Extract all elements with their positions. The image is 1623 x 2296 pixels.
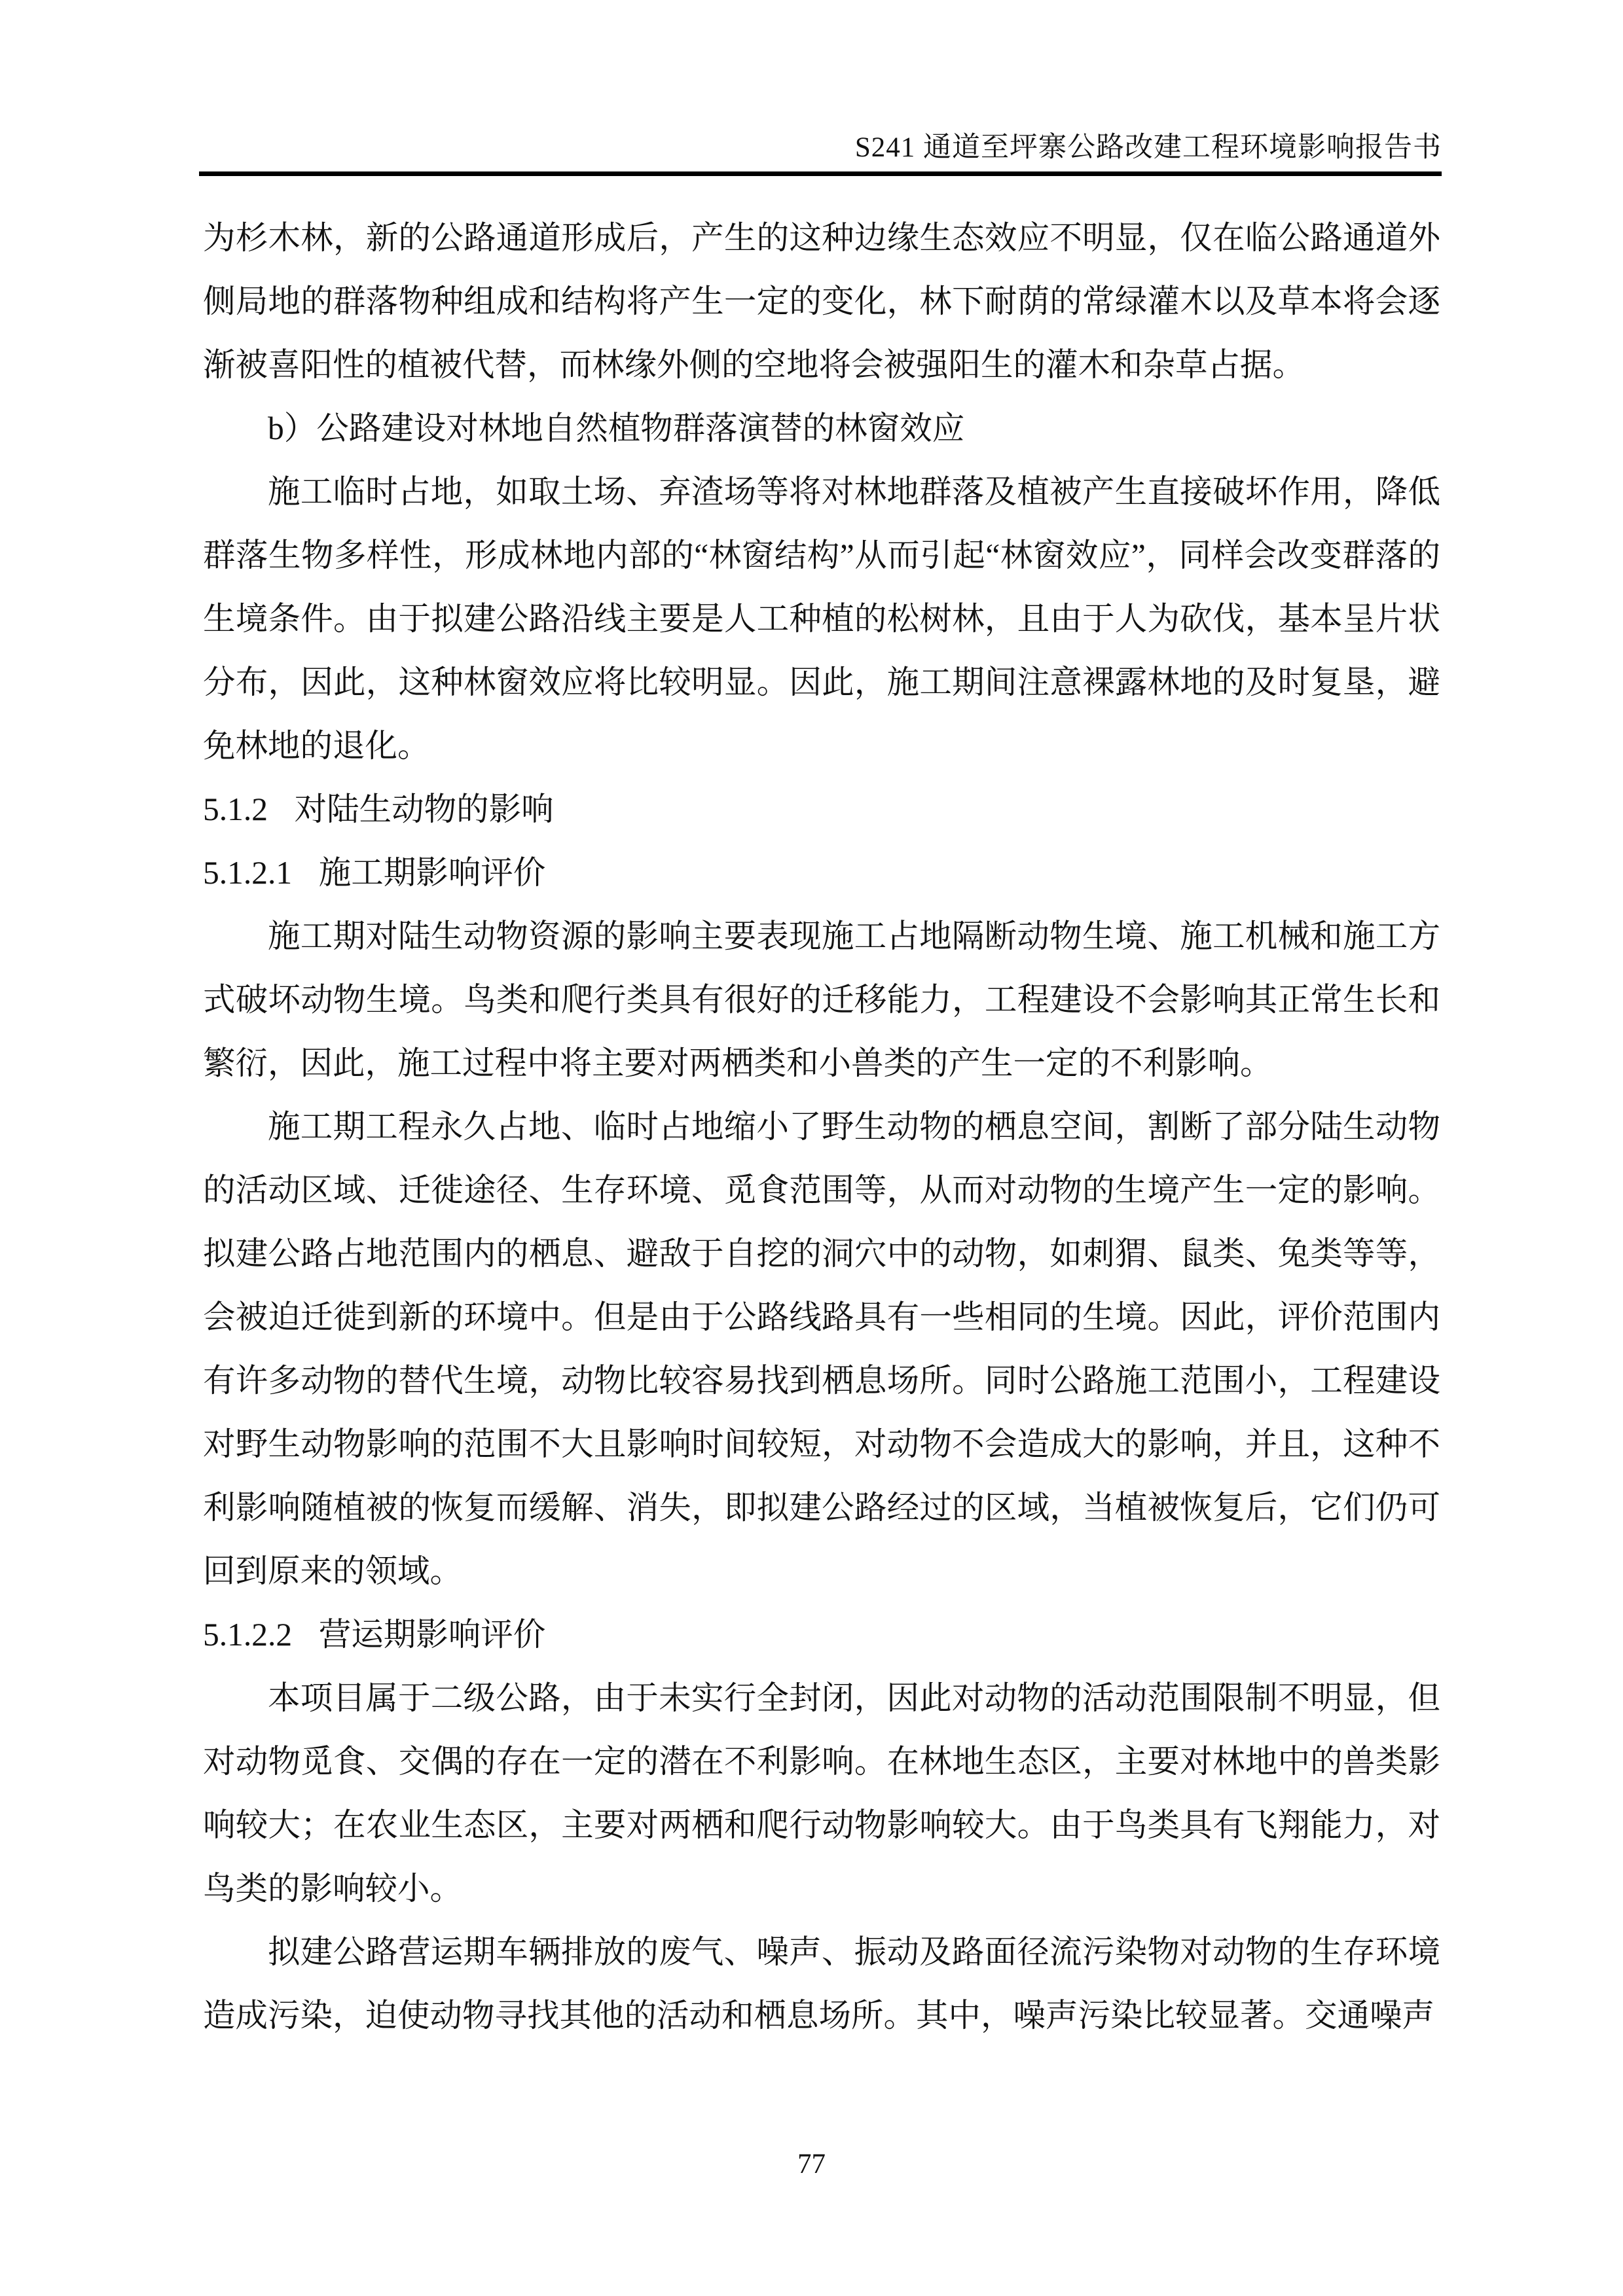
body-paragraph: 施工期对陆生动物资源的影响主要表现施工占地隔断动物生境、施工机械和施工方式破坏动物生境。鸟类和爬行类具有很好的迁移能力，工程建设不会影响其正常生长和繁衍，因此，施工过程中将主要对两栖类和小兽类的产生一定的不利影响。: [203, 918, 1440, 1081]
header-rule: [199, 171, 1442, 176]
section-heading: [203, 778, 1440, 841]
body-paragraph: 施工期工程永久占地、临时占地缩小了野生动物的栖息空间，割断了部分陆生动物的活动区域、迁徙途径、生存环境、觅食范围等，从而对动物的生境产生一定的影响。拟建公路占地范围内的栖息、避敌于自挖的洞穴中的动物，如刺猬、鼠类、兔类等等，会被迫迁徙到新的环境中。但是由于公路线路具有一些相同的生境。因此，评价范围内有许多动物的替代生境，动物比较容易找到栖息场所。同时公路施工范围小，工程建设对野生动物影响的范围不大且影响时间较短，对动物不会造成大的影响，并且，这种不利影响随植被的恢复而缓解、消失，即拟建公路经过的区域，当植被恢复后，它们仍可回到原来的领域。: [203, 1109, 1440, 1589]
section-title: 营运期影响评价: [318, 1617, 546, 1653]
body-paragraph: 施工临时占地，如取土场、弃渣场等将对林地群落及植被产生直接破坏作用，降低群落生物多样性，形成林地内部的“林窗结构”从而引起“林窗效应”，同样会改变群落的生境条件。由于拟建公路沿线主要是人工种植的松树林，且由于人为砍伐，基本呈片状分布，因此，这种林窗效应将比较明显。因此，施工期间注意裸露林地的及时复垦，避免林地的退化。: [203, 474, 1440, 764]
header-title: S241 通道至坪寨公路改建工程环境影响报告书: [854, 132, 1442, 163]
section-title: 对陆生动物的影响: [294, 791, 554, 827]
body-paragraph: 本项目属于二级公路，由于未实行全封闭，因此对动物的活动范围限制不明显，但对动物觅食、交偶的存在一定的潜在不利影响。在林地生态区，主要对林地中的兽类影响较大；在农业生态区，主要对两栖和爬行动物影响较大。由于鸟类具有飞翔能力，对鸟类的影响较小。: [203, 1680, 1440, 1907]
section-heading: [203, 841, 1440, 905]
body-paragraph: 拟建公路营运期车辆排放的废气、噪声、振动及路面径流污染物对动物的生存环境造成污染，迫使动物寻找其他的活动和栖息场所。其中，噪声污染比较显著。交通噪声: [203, 1934, 1440, 2034]
document-body: [203, 206, 1440, 2047]
section-title: 施工期影响评价: [318, 855, 546, 891]
body-paragraph: b）公路建设对林地自然植物群落演替的林窗效应: [268, 410, 965, 446]
section-number: 5.1.2: [203, 791, 268, 827]
body-paragraph: 为杉木林，新的公路通道形成后，产生的这种边缘生态效应不明显，仅在临公路通道外侧局地的群落物种组成和结构将产生一定的变化，林下耐荫的常绿灌木以及草本将会逐渐被喜阳性的植被代替，而林缘外侧的空地将会被强阳生的灌木和杂草占据。: [203, 220, 1440, 383]
page-number: 77: [797, 2149, 826, 2179]
section-number: 5.1.2.2: [203, 1617, 293, 1653]
section-number: 5.1.2.1: [203, 855, 293, 891]
section-heading: [203, 1603, 1440, 1666]
